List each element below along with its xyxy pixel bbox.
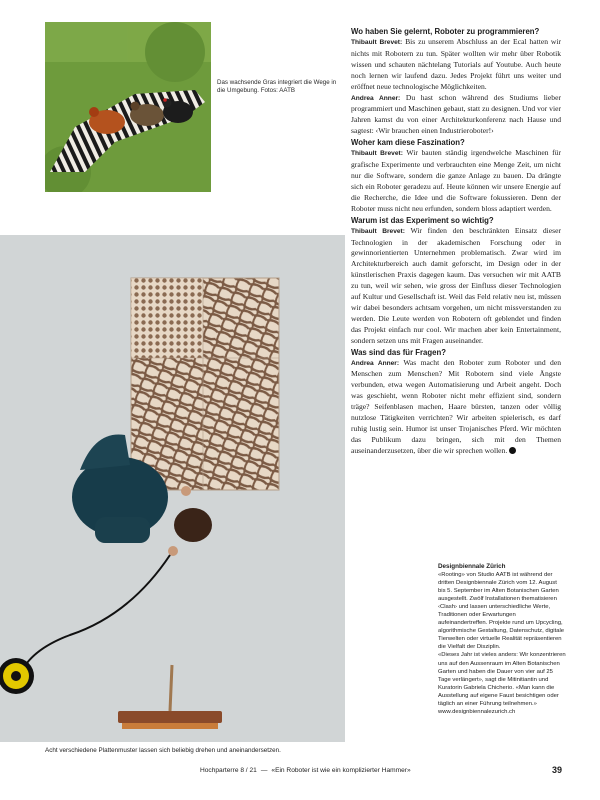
question-2: Woher kam diese Faszination? [351, 138, 465, 148]
speaker-label: Thibault Brevet: [351, 227, 405, 235]
question-4: Was sind das für Fragen? [351, 347, 447, 357]
speaker-label: Thibault Brevet: [351, 39, 403, 46]
footer-article-title: «Ein Roboter ist wie ein komplizierter Hammer» [271, 767, 411, 774]
answer-text: Bis zu unserem Abschluss an der Ecal hatten wir nichts mit Robotern zu tun. Später wollten wir mehr über Robotik wissen und schauten nächtelang Tutorials auf Youtube. Auch heute noch lernen wir laufend dazu. Jedes Projekt führt uns weiter und eröffnet neue technologische Möglichkeiten. [351, 37, 561, 91]
answer-paragraph [351, 148, 561, 214]
interview-column [351, 26, 561, 457]
photo-grass-chickens [45, 22, 211, 192]
answer-text: Wir finden den beschränkten Einsatz dieser Technologien in der akademischen Forschung oder in gewinnorientierten Unternehmen problematisch. Zwar wird im Architekturbereich auch damit geforscht, im Design oder in der künstlerischen Praxis dagegen kaum. Das versuchen wir mit AATB zu tun, weil wir sehen, wie gross der Einfluss dieser Technologien auf Kultur und Gesellschaft ist. Weil das Feld relativ neu ist, müssen wir dabei besonders achtsam vorgehen, um nicht missverstanden zu werden. Die Leute werden von Robotern oft geblendet und finden das Projekt einfach nur cool. Wir machen aber kein Entertainment, sondern setzen uns mit Fragen auseinander. [351, 225, 561, 345]
speaker-label: Thibault Brevet: [351, 150, 403, 158]
photo-robot-tiles [0, 235, 345, 742]
page-number: 39 [552, 765, 563, 775]
speaker-label: Andrea Anner: [351, 94, 401, 102]
answer-text: Was macht den Roboter zum Roboter und den Menschen zum Menschen? Mit Robotern sind viele Ängste verbunden, etwa wegen Automatisierung und Arbeit angeht. Doch was geschieht, wenn Roboter nicht mehr effizient sind, sondern träge? Seifenblasen machen, Haare bürsten, tanzen oder völlig nutzlose Tätigkeiten verrichten? Wir arbeiten spielerisch, es darf ruhig lustig sein. Humor ist unser Trojanisches Pferd. Wir möchten das Publikum dazu bringen, sich mit den Themen auseinanderzusetzen, über die wir sprechen wollen. [351, 357, 561, 455]
answer-paragraph [351, 358, 561, 457]
answer-paragraph [351, 226, 561, 347]
footer-dash: — [260, 767, 268, 774]
end-mark-icon [509, 447, 516, 454]
info-box-paragraph: «Rooting» von Studio AATB ist während der dritten Designbiennale Zürich vom 12. August bis 5. September im Alten Botanischen Garten ausgestellt. Zwölf Installationen thematisieren ‹Clash› und lassen unterschiedliche Werte, Traditionen oder Erwartungen aufeinandertreffen. Projekte rund um Upcycling, algorithmische Gestaltung, Datenschutz, digitale Tierwelten oder virtuelle Realität repräsentieren die Vielfalt der Disziplin. [438, 572, 565, 651]
info-box-url[interactable]: www.designbiennalezurich.ch [438, 708, 516, 715]
speaker-label: Andrea Anner: [351, 359, 400, 367]
answer-paragraph [351, 93, 561, 138]
question-3: Warum ist das Experiment so wichtig? [351, 215, 494, 225]
answer-text: Wir bauten ständig irgendwelche Maschinen für grafische Experimente und verbrauchten eine Menge Zeit, um nicht nur die Software, sondern die ganze Anlage zu bauen. Da drängte sich ein Roboter geradezu auf. Heute können wir unsere Energie auf die Recherche, die Idee und die Software fokussieren. Denn der Roboter muss nicht neu erfunden, sondern bloss adaptiert werden. [351, 148, 561, 213]
photo-credit: Fotos: AATB [260, 87, 295, 95]
answer-paragraph [351, 37, 561, 93]
info-box-title: Designbiennale Zürich [438, 563, 506, 570]
info-box-paragraph: «Dieses Jahr ist vieles anders: Wir konzentrieren uns auf den Aussenraum im Alten Botanischen Garten und haben die Dauer von vier auf 25 Tage verlängert», sagt die Mitinitiantin und Kuratorin Gabriela Chicherio. «Man kann die Ausstellung auf eigene Faust besichtigen oder täglich an einer Führung teilnehmen.» [438, 652, 566, 707]
question-1: Wo haben Sie gelernt, Roboter zu programmieren? [351, 27, 540, 36]
answer-text: Du hast schon während des Studiums lieber programmiert und Maschinen gebaut, statt zu designen. Und vor vier Jahren kamst du von einer Architekturkonferenz nach Hause und sagtest: ‹Wir brauchen einen Industrieroboter!› [351, 92, 561, 136]
caption-text: Das wachsende Gras integriert die Wege in die Umgebung. [217, 79, 337, 95]
info-box-designbiennale [438, 562, 566, 716]
photo-caption-bottom: Acht verschiedene Plattenmuster lassen sich beliebig drehen und aneinandersetzen. [45, 747, 281, 754]
photo-caption-top [217, 79, 342, 95]
page-footer [200, 767, 411, 774]
footer-publication: Hochparterre 8 / 21 [200, 767, 257, 774]
